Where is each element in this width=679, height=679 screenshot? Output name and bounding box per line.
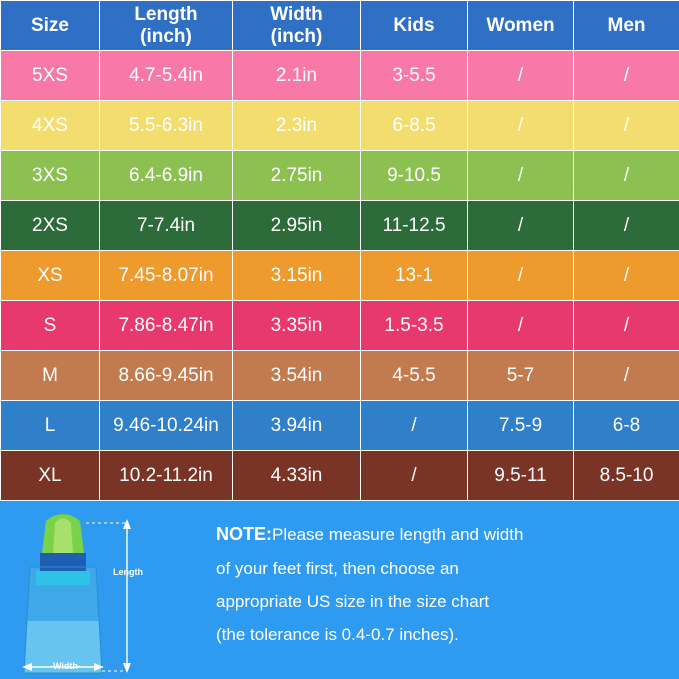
table-row <box>1 451 679 501</box>
cell-size: XL <box>1 451 100 501</box>
cell-length: 7-7.4in <box>100 201 233 251</box>
cell-width: 2.1in <box>233 51 361 101</box>
table-row <box>1 401 679 451</box>
length-dimension-label: Length <box>113 567 143 577</box>
cell-women: / <box>468 301 574 351</box>
table-row <box>1 351 679 401</box>
table-header-row <box>1 1 679 51</box>
column-header-length-sub: (inch) <box>140 25 192 47</box>
table-row <box>1 151 679 201</box>
column-header-width-sub: (inch) <box>270 25 323 47</box>
cell-length: 6.4-6.9in <box>100 151 233 201</box>
cell-kids: 3-5.5 <box>361 51 468 101</box>
cell-size: L <box>1 401 100 451</box>
cell-width: 3.94in <box>233 401 361 451</box>
cell-width: 2.3in <box>233 101 361 151</box>
cell-kids: 13-1 <box>361 251 468 301</box>
cell-men: / <box>574 201 679 251</box>
cell-length: 7.86-8.47in <box>100 301 233 351</box>
cell-women: 7.5-9 <box>468 401 574 451</box>
cell-width: 3.15in <box>233 251 361 301</box>
cell-width: 4.33in <box>233 451 361 501</box>
fin-diagram <box>0 501 212 679</box>
column-header-size-main: Size <box>30 14 70 36</box>
cell-men: / <box>574 101 679 151</box>
cell-men: / <box>574 51 679 101</box>
table-header <box>1 1 679 51</box>
cell-women: 5-7 <box>468 351 574 401</box>
column-header-kids-main: Kids <box>393 14 435 36</box>
cell-length: 7.45-8.07in <box>100 251 233 301</box>
note-line-3: appropriate US size in the size chart <box>216 592 490 612</box>
cell-kids: 6-8.5 <box>361 101 468 151</box>
cell-men: 8.5-10 <box>574 451 679 501</box>
width-dimension-label: -Width- <box>50 661 81 671</box>
cell-kids: 4-5.5 <box>361 351 468 401</box>
cell-kids: 11-12.5 <box>361 201 468 251</box>
column-header-men <box>574 1 679 51</box>
column-header-width-main: Width <box>270 3 323 25</box>
cell-length: 4.7-5.4in <box>100 51 233 101</box>
cell-kids: 1.5-3.5 <box>361 301 468 351</box>
fin-illustration-icon <box>0 501 212 679</box>
cell-size: 3XS <box>1 151 100 201</box>
cell-kids: / <box>361 451 468 501</box>
table-row <box>1 251 679 301</box>
column-header-width <box>233 1 361 51</box>
note-panel <box>0 501 679 679</box>
cell-size: XS <box>1 251 100 301</box>
table-row <box>1 101 679 151</box>
column-header-men-main: Men <box>607 14 646 36</box>
column-header-women <box>468 1 574 51</box>
column-header-length <box>100 1 233 51</box>
cell-size: S <box>1 301 100 351</box>
column-header-length-main: Length <box>134 3 198 25</box>
table-row <box>1 201 679 251</box>
column-header-women-main: Women <box>486 14 555 36</box>
cell-length: 8.66-9.45in <box>100 351 233 401</box>
note-line-2: of your feet first, then choose an <box>216 559 459 579</box>
note-first-line <box>216 517 663 552</box>
cell-size: 4XS <box>1 101 100 151</box>
cell-women: / <box>468 251 574 301</box>
cell-women: / <box>468 101 574 151</box>
note-separator: : <box>266 524 273 544</box>
cell-men: / <box>574 151 679 201</box>
cell-length: 5.5-6.3in <box>100 101 233 151</box>
cell-men: 6-8 <box>574 401 679 451</box>
table-body <box>1 51 679 501</box>
note-text <box>212 501 679 652</box>
cell-length: 10.2-11.2in <box>100 451 233 501</box>
note-label: NOTE <box>216 524 267 544</box>
cell-size: 2XS <box>1 201 100 251</box>
cell-length: 9.46-10.24in <box>100 401 233 451</box>
cell-width: 2.95in <box>233 201 361 251</box>
column-header-size <box>1 1 100 51</box>
note-line-1: Please measure length and width <box>272 525 524 544</box>
column-header-kids <box>361 1 468 51</box>
cell-size: 5XS <box>1 51 100 101</box>
table-row <box>1 51 679 101</box>
cell-kids: 9-10.5 <box>361 151 468 201</box>
cell-men: / <box>574 251 679 301</box>
cell-width: 2.75in <box>233 151 361 201</box>
cell-men: / <box>574 351 679 401</box>
cell-width: 3.35in <box>233 301 361 351</box>
note-line-4: (the tolerance is 0.4-0.7 inches). <box>216 625 459 645</box>
cell-women: 9.5-11 <box>468 451 574 501</box>
table-row <box>1 301 679 351</box>
cell-men: / <box>574 301 679 351</box>
cell-size: M <box>1 351 100 401</box>
cell-women: / <box>468 151 574 201</box>
cell-width: 3.54in <box>233 351 361 401</box>
cell-women: / <box>468 51 574 101</box>
cell-women: / <box>468 201 574 251</box>
cell-kids: / <box>361 401 468 451</box>
